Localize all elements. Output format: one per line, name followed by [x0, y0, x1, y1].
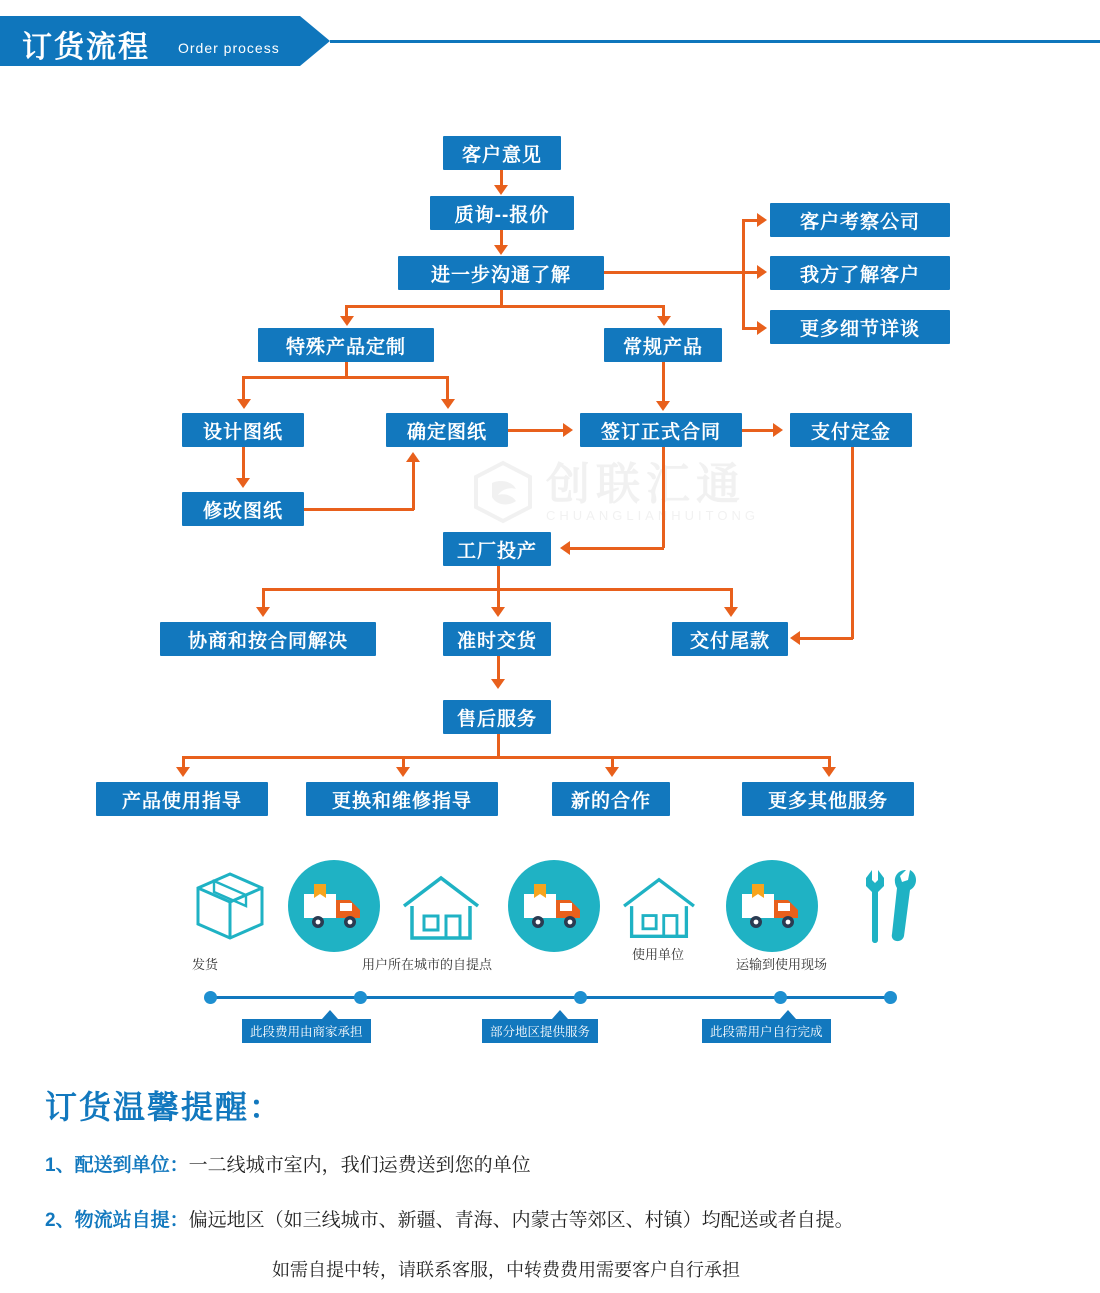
house-icon	[618, 874, 700, 942]
tools-icon	[848, 864, 930, 948]
flow-node-n10: 确定图纸	[386, 413, 508, 447]
truck-circle-icon	[508, 860, 600, 952]
note-item	[45, 1205, 854, 1232]
flow-node-n5: 我方了解客户	[770, 256, 950, 290]
timeline-dot	[774, 991, 787, 1004]
watermark	[470, 452, 800, 532]
header-rule	[330, 40, 1100, 43]
flow-node-n1: 客户意见	[443, 136, 561, 170]
timeline-tag: 部分地区提供服务	[482, 1019, 598, 1043]
note-key: 配送到单位：	[74, 1155, 189, 1176]
note-value: 一二线城市室内，我们运费送到您的单位	[188, 1155, 531, 1176]
note-value: 偏远地区（如三线城市、新疆、青海、内蒙古等郊区、村镇）均配送或者自提。	[188, 1210, 854, 1231]
note-number: 2、	[45, 1210, 75, 1231]
timeline-dot	[354, 991, 367, 1004]
page-subtitle: Order process	[178, 40, 280, 56]
logistics-illustration	[180, 858, 940, 1048]
flow-node-n3: 进一步沟通了解	[398, 256, 604, 290]
flow-node-n15: 协商和按合同解决	[160, 622, 376, 656]
timeline-tag-notch	[552, 1010, 568, 1019]
flow-node-n16: 准时交货	[443, 622, 551, 656]
truck-circle-icon	[288, 860, 380, 952]
truck-circle-icon	[726, 860, 818, 952]
timeline-tag-notch	[780, 1010, 796, 1019]
timeline-dot	[884, 991, 897, 1004]
flow-node-n18: 售后服务	[443, 700, 551, 734]
page-title: 订货流程	[22, 31, 150, 64]
flow-node-n19: 产品使用指导	[96, 782, 268, 816]
logistics-label: 用户所在城市的自提点	[362, 957, 493, 972]
timeline-tag: 此段费用由商家承担	[242, 1019, 371, 1043]
flow-node-n12: 支付定金	[790, 413, 912, 447]
watermark-text-cn: 创联汇通	[546, 459, 746, 509]
timeline-track	[210, 996, 892, 999]
flow-node-n4: 客户考察公司	[770, 203, 950, 237]
watermark-text-en: CHUANGLIANHUITONG	[546, 507, 759, 523]
flow-node-n9: 设计图纸	[182, 413, 304, 447]
box-icon	[190, 866, 270, 946]
timeline-tag-notch	[322, 1010, 338, 1019]
logistics-label: 运输到使用现场	[736, 957, 828, 972]
note-number: 1、	[45, 1155, 75, 1176]
timeline-dot	[204, 991, 217, 1004]
logistics-label: 使用单位	[632, 947, 685, 962]
logistics-label: 发货	[192, 957, 219, 972]
watermark-logo-icon	[470, 459, 536, 525]
flow-node-n7: 特殊产品定制	[258, 328, 434, 362]
timeline-tag: 此段需用户自行完成	[702, 1019, 831, 1043]
house-icon	[398, 872, 484, 944]
flow-node-n14: 工厂投产	[443, 532, 551, 566]
note-key: 物流站自提：	[74, 1210, 189, 1231]
flow-node-n21: 新的合作	[552, 782, 670, 816]
flow-node-n13: 修改图纸	[182, 492, 304, 526]
flow-node-n6: 更多细节详谈	[770, 310, 950, 344]
note-item	[45, 1150, 531, 1177]
note-footnote: 如需自提中转，请联系客服，中转费费用需要客户自行承担	[272, 1260, 740, 1280]
page-header	[0, 0, 1100, 80]
flow-node-n2: 质询--报价	[430, 196, 574, 230]
flow-node-n11: 签订正式合同	[580, 413, 742, 447]
flow-node-n22: 更多其他服务	[742, 782, 914, 816]
flow-node-n20: 更换和维修指导	[306, 782, 498, 816]
notes-title: 订货温馨提醒：	[45, 1089, 284, 1125]
timeline-dot	[574, 991, 587, 1004]
flow-node-n17: 交付尾款	[672, 622, 788, 656]
flow-node-n8: 常规产品	[604, 328, 722, 362]
